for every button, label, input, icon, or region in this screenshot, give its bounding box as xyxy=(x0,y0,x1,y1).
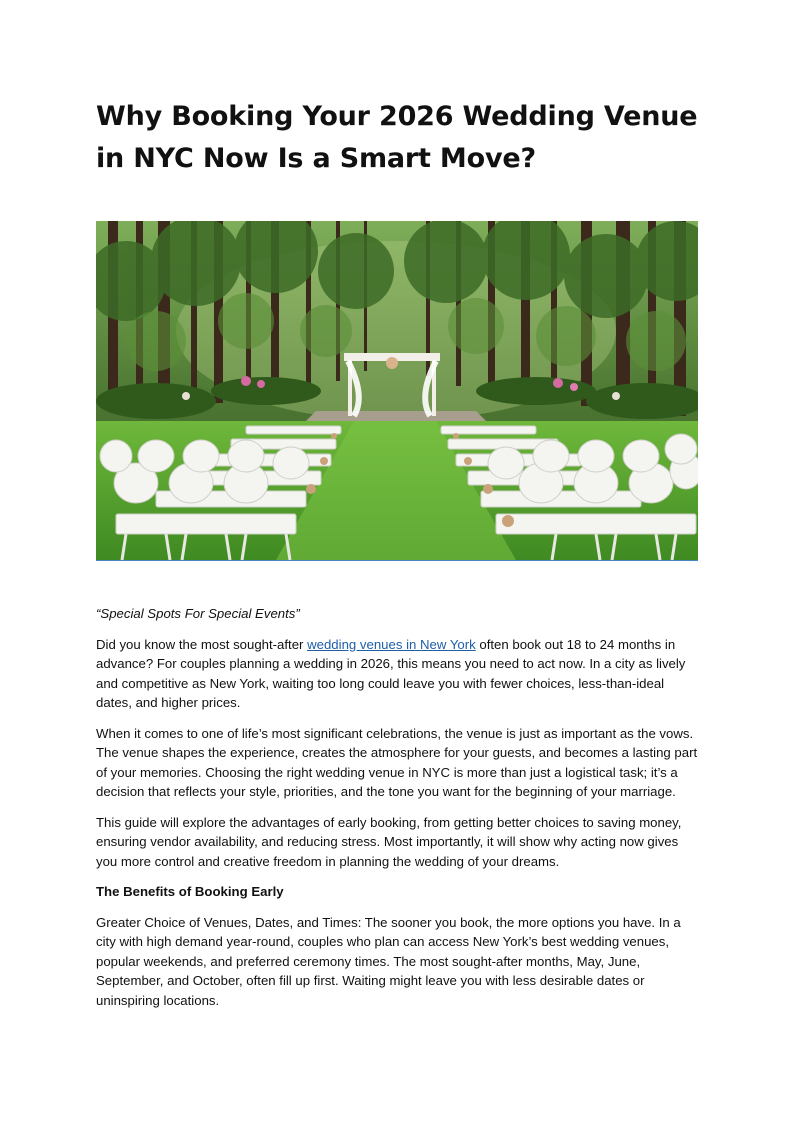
paragraph-intro-lead: Did you know the most sought-after xyxy=(96,636,308,652)
paragraph-intro xyxy=(96,635,698,713)
section-heading-benefits: The Benefits of Booking Early xyxy=(96,884,284,899)
wedding-venues-link[interactable]: wedding venues in New York xyxy=(307,636,476,652)
paragraph-guide-overview: This guide will explore the advantages of early booking, from getting better choices to saving money, ensuring vendor availability, and reducing stress. Most importantly, it will show why acting now gives you more control and creative freedom in planning the wedding of your dreams. xyxy=(96,814,682,869)
page-title: Why Booking Your 2026 Wedding Venue in NYC Now Is a Smart Move? xyxy=(96,101,698,174)
paragraph-venue-importance: When it comes to one of life’s most significant celebrations, the venue is just as important as the vows. The venue shapes the experience, creates the atmosphere for your guests, and becomes a lasting part of your memories. Choosing the right wedding venue in NYC is more than just a logistical task; it’s a decision that reflects your style, priorities, and the tone you want for the beginning of your marriage. xyxy=(96,725,698,799)
hero-photo-forest-wedding-ceremony xyxy=(96,221,698,561)
paragraph-greater-choice: Greater Choice of Venues, Dates, and Times: The sooner you book, the more options you have. In a city with high demand year-round, couples who plan can access New York’s best wedding venues, popular weekends, and preferred ceremony times. The most sought-after months, May, June, September, and October, often fill up first. Waiting might leave you with less desirable dates or uninspiring locations. xyxy=(96,914,681,1008)
article-body xyxy=(96,604,698,1021)
image-caption: “Special Spots For Special Events” xyxy=(96,606,300,621)
paragraph-intro-rest: often book out 18 to 24 months in advance? For couples planning a wedding in 2026, this means you need to act now. In a city as lively and competitive as New York, waiting too long could leave you with fewer choices, less-than-ideal dates, and higher prices. xyxy=(96,636,686,710)
